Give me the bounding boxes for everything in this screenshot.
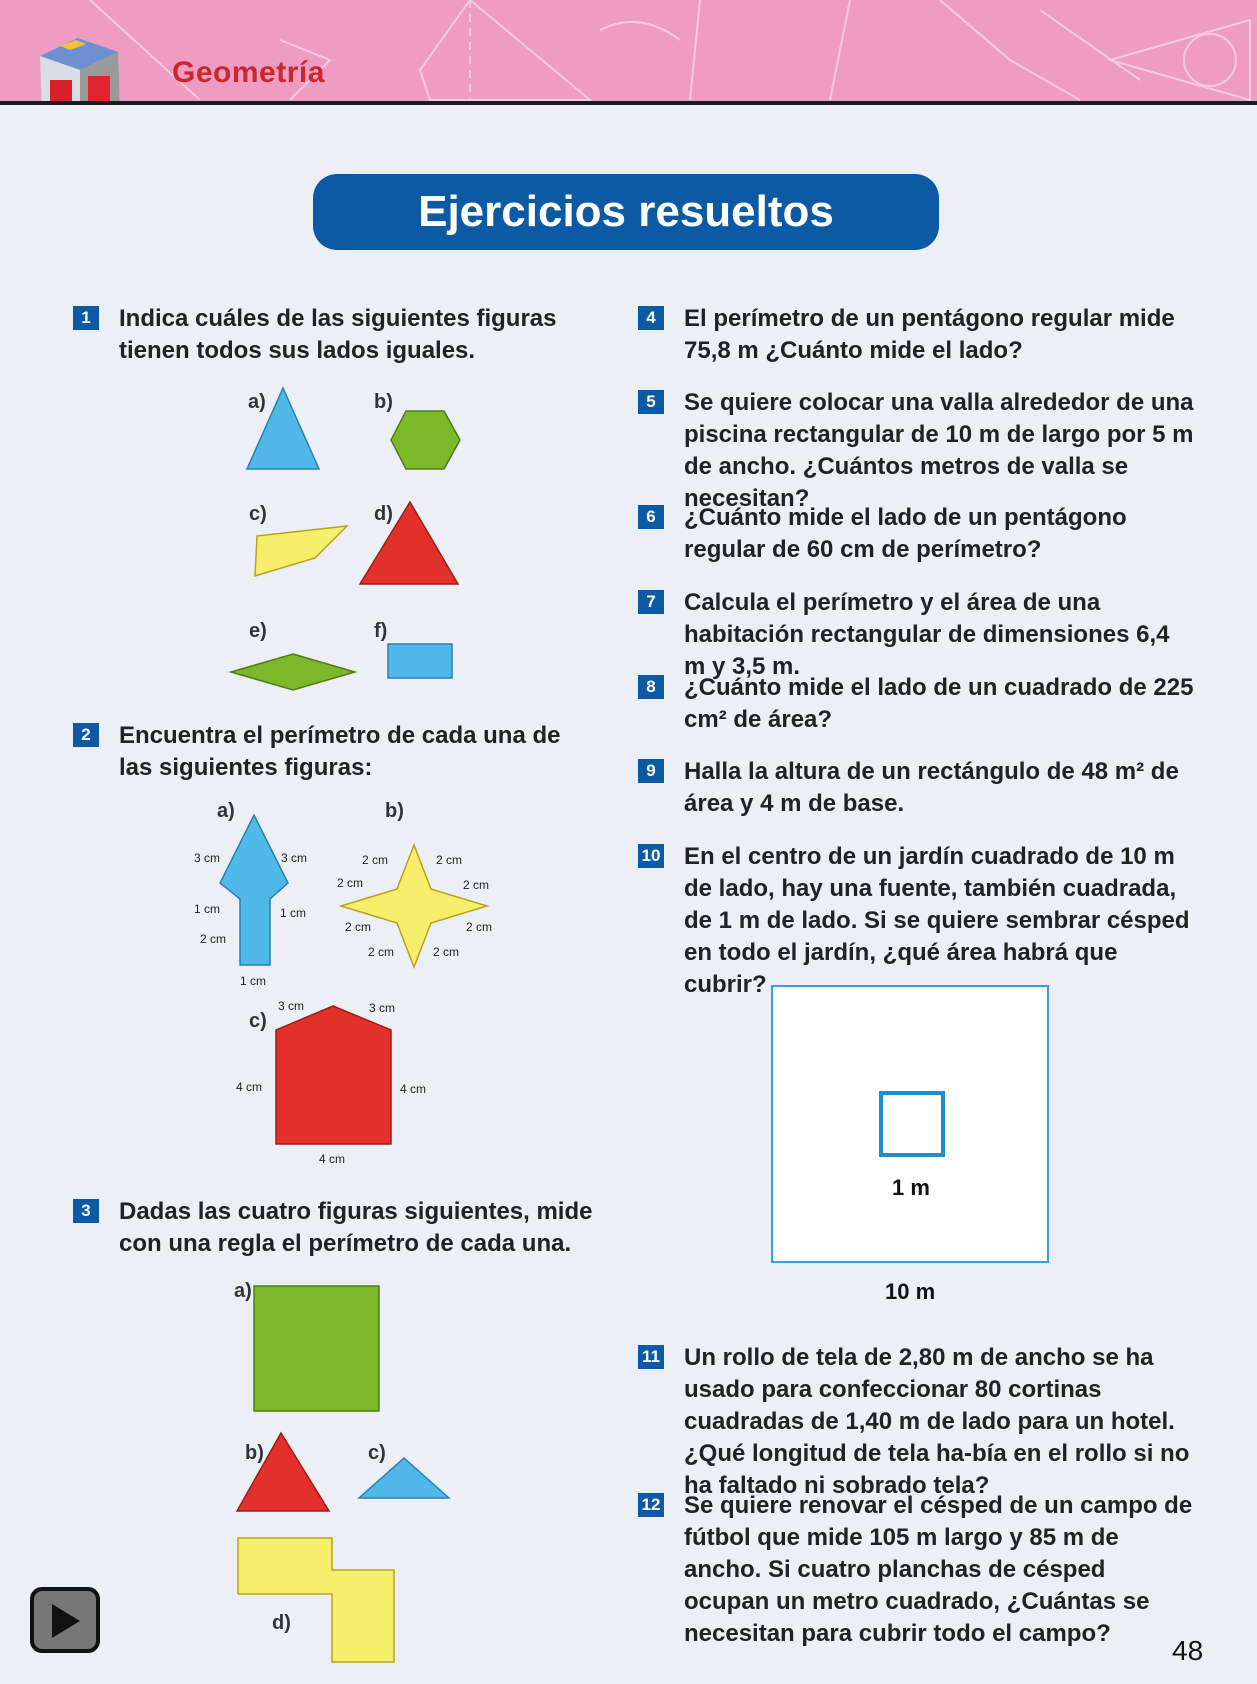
exercise-number: 5	[638, 390, 664, 414]
exercise-11	[642, 1342, 1194, 1502]
figure-label: c)	[368, 1442, 386, 1464]
dimension-label: 2 cm	[362, 853, 389, 867]
section-title: Geometría	[172, 56, 325, 89]
exercise-1	[81, 303, 599, 367]
exercise-text: Un rollo de tela de 2,80 m de ancho se ha usado para confeccionar 80 cortinas cuadradas de 1,40 m de lado para un hotel. ¿Qué longitud de tela ha-bía en el rollo si no ha faltado ni sobrado tela?	[684, 1344, 1190, 1499]
exercise-text: Calcula el perímetro y el área de una habitación rectangular de dimensiones 6,4 m y 3,5 m.	[684, 589, 1170, 680]
pentagon-house-figure	[274, 1004, 394, 1146]
red-triangle-figure	[235, 1431, 331, 1513]
red-triangle-figure	[358, 500, 460, 586]
dimension-label: 4 cm	[319, 1152, 346, 1166]
blue-rectangle-figure	[387, 643, 453, 679]
figure-label: d)	[374, 503, 393, 525]
garden-side-label: 10 m	[885, 1279, 936, 1304]
exercise-number: 6	[638, 505, 664, 529]
exercise-4	[646, 303, 1194, 367]
dimension-label: 2 cm	[466, 920, 493, 934]
exercise-number: 9	[638, 759, 664, 783]
figure-label: c)	[249, 503, 267, 525]
exercise-number: 4	[638, 306, 664, 330]
exercise-7	[646, 587, 1194, 683]
figure-label: d)	[272, 1612, 291, 1634]
exercise-number: 1	[73, 306, 99, 330]
green-square-figure	[253, 1285, 381, 1413]
figure-label: a)	[234, 1280, 252, 1302]
exercise-text: Se quiere renovar el césped de un campo de fútbol que mide 105 m largo y 85 m de ancho. Si cuatro planchas de césped ocupan un metro cuadrado, ¿Cuántas se necesitan para cubrir todo el campo?	[684, 1492, 1193, 1647]
play-icon	[50, 1602, 82, 1640]
exercise-text: El perímetro de un pentágono regular mide 75,8 m ¿Cuánto mide el lado?	[684, 305, 1175, 364]
green-rhombus-figure	[229, 652, 357, 692]
exercise-text: Indica cuáles de las siguientes figuras tienen todos sus lados iguales.	[119, 305, 557, 364]
dimension-label: 2 cm	[433, 945, 460, 959]
dimension-label: 3 cm	[369, 1001, 396, 1015]
exercise-6	[646, 502, 1194, 566]
exercise-9	[646, 756, 1194, 820]
figure-label: a)	[217, 800, 235, 822]
figure-label: b)	[374, 391, 393, 413]
fountain-side-label: 1 m	[892, 1175, 930, 1200]
dimension-label: 2 cm	[337, 876, 364, 890]
exercise-text: ¿Cuánto mide el lado de un pentágono regular de 60 cm de perímetro?	[684, 504, 1127, 563]
figure-label: c)	[249, 1010, 267, 1032]
exercise-text: Encuentra el perímetro de cada una de las siguientes figuras:	[119, 722, 561, 781]
garden-square-diagram	[771, 985, 1051, 1265]
exercise-number: 7	[638, 590, 664, 614]
exercise-3	[81, 1196, 609, 1260]
dimension-label: 2 cm	[200, 932, 227, 946]
blue-triangle-figure	[245, 386, 325, 471]
exercise-number: 3	[73, 1199, 99, 1223]
dimension-label: 2 cm	[345, 920, 372, 934]
dimension-label: 2 cm	[368, 945, 395, 959]
page-title: Ejercicios resueltos	[313, 174, 939, 250]
figure-label: b)	[385, 800, 404, 822]
arrow-shape-figure	[218, 813, 290, 967]
exercise-5	[646, 387, 1194, 515]
dimension-label: 1 cm	[240, 974, 267, 988]
header-divider	[0, 101, 1257, 105]
exercise-number: 8	[638, 675, 664, 699]
dimension-label: 3 cm	[194, 851, 221, 865]
dimension-label: 3 cm	[281, 851, 308, 865]
figure-label: a)	[248, 391, 266, 413]
figure-label: e)	[249, 620, 267, 642]
dimension-label: 4 cm	[400, 1082, 427, 1096]
exercise-10	[641, 841, 1194, 1001]
figure-label: b)	[245, 1442, 264, 1464]
page-number: 48	[1172, 1635, 1204, 1666]
exercise-text: Se quiere colocar una valla alrededor de una piscina rectangular de 10 m de largo por 5 m de ancho. ¿Cuántos metros de valla se necesitan?	[684, 389, 1194, 512]
geometry-cube-logo	[30, 30, 130, 103]
yellow-l-shape-figure	[236, 1536, 398, 1664]
exercise-number: 10	[638, 844, 664, 868]
dimension-label: 2 cm	[463, 878, 490, 892]
play-button[interactable]	[30, 1587, 100, 1653]
yellow-quadrilateral-figure	[253, 524, 349, 578]
dimension-label: 4 cm	[236, 1080, 263, 1094]
dimension-label: 1 cm	[280, 906, 307, 920]
exercise-text: Dadas las cuatro figuras siguientes, mide con una regla el perímetro de cada una.	[119, 1198, 593, 1257]
exercise-text: En el centro de un jardín cuadrado de 10 m de lado, hay una fuente, también cuadrada, de 1 m de lado. Si se quiere sembrar césped en todo el jardín, ¿qué área habrá que cubrir?	[684, 843, 1190, 998]
exercise-text: Halla la altura de un rectángulo de 48 m² de área y 4 m de base.	[684, 758, 1179, 817]
fountain-square	[881, 1093, 943, 1155]
exercise-2	[81, 720, 599, 784]
dimension-label: 2 cm	[436, 853, 463, 867]
figure-label: f)	[374, 620, 388, 642]
exercise-12	[641, 1490, 1194, 1650]
exercise-number: 11	[638, 1345, 664, 1369]
exercise-8	[646, 672, 1194, 736]
blue-triangle-figure	[357, 1456, 451, 1500]
dimension-label: 3 cm	[278, 999, 305, 1013]
exercise-text: ¿Cuánto mide el lado de un cuadrado de 225 cm² de área?	[684, 674, 1194, 733]
dimension-label: 1 cm	[194, 902, 221, 916]
green-hexagon-figure	[390, 410, 462, 470]
exercise-number: 2	[73, 723, 99, 747]
exercise-number: 12	[638, 1493, 664, 1517]
